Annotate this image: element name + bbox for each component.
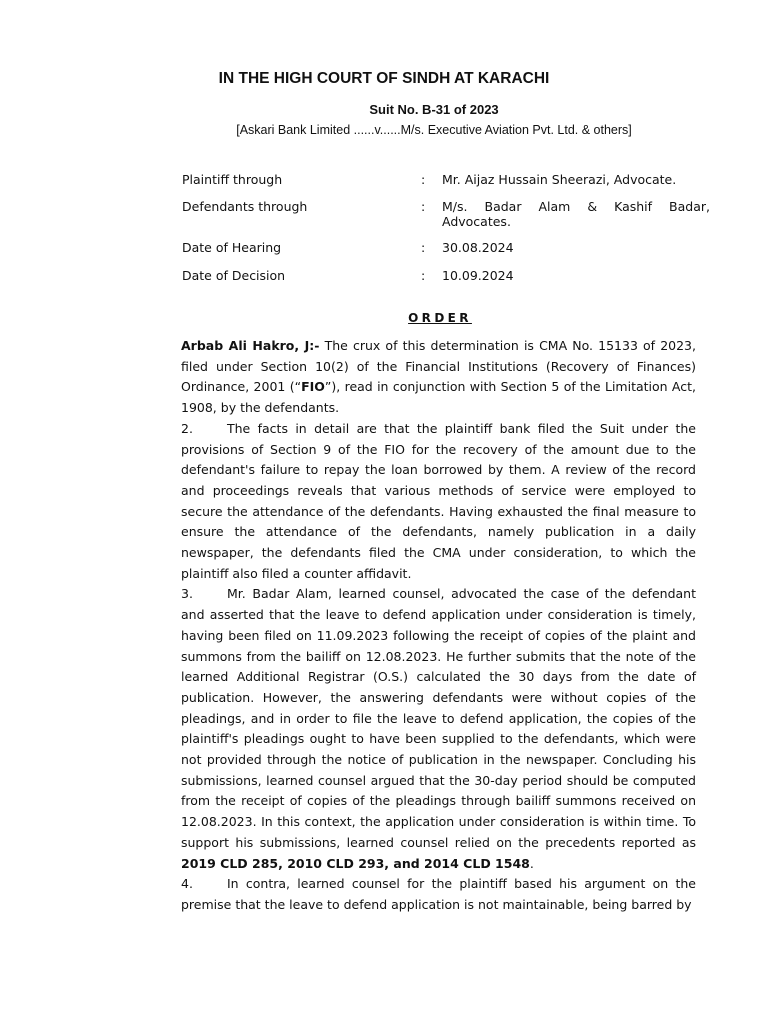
paragraph-text: ”), read in conjunction with Section 5 of the Limitation Act, 1908, by the defendants. <box>181 379 696 416</box>
info-colon: : <box>421 240 426 255</box>
defined-term: FIO <box>301 379 325 395</box>
order-heading: ORDER <box>408 311 472 325</box>
info-colon: : <box>421 172 426 187</box>
paragraph-number: 3. <box>181 586 193 602</box>
judge-name: Arbab Ali Hakro, J:- <box>181 338 320 353</box>
info-value-line: Advocates. <box>442 214 511 229</box>
paragraph-text: The crux of this determination is CMA No. 15133 of 2023, filed under Section 10(2) of the Financial Institutions (Recovery of Finances) Ordinance, 2001 (“ <box>181 338 696 395</box>
info-value-line: M/s. Badar Alam & Kashif Badar, <box>442 199 710 214</box>
paragraph-number: 4. <box>181 876 193 892</box>
parties-line: [Askari Bank Limited ......v......M/s. Executive Aviation Pvt. Ltd. & others] <box>236 123 632 137</box>
paragraph-3 <box>181 584 696 874</box>
order-body <box>181 336 696 916</box>
info-value: 10.09.2024 <box>442 268 514 283</box>
suit-number: Suit No. B-31 of 2023 <box>369 102 499 117</box>
court-title: IN THE HIGH COURT OF SINDH AT KARACHI <box>218 70 550 87</box>
paragraph-4 <box>181 874 696 915</box>
info-label: Defendants through <box>182 199 308 214</box>
case-citations: 2019 CLD 285, 2010 CLD 293, and 2014 CLD 1548 <box>181 855 530 871</box>
info-colon: : <box>421 268 426 283</box>
info-value: Mr. Aijaz Hussain Sheerazi, Advocate. <box>442 172 677 187</box>
paragraph-text: . <box>529 855 534 871</box>
paragraph-text: Mr. Badar Alam, learned counsel, advocated the case of the defendant and asserted that the leave to defend application under consideration is timely, having been filed on 11.09.2023 following the receipt of copies of the plaint and summons from the bailiff on 12.08.2023. He further submits that the note of the learned Additional Registrar (O.S.) calculated the 30 days from the date of publication. However, the answering defendants were without copies of the pleadings, and in order to file the leave to defend application, the copies of the plaintiff's pleadings ought to have been supplied to the defendants, which were not provided through the notice of publication in the newspaper. Concluding his submissions, learned counsel argued that the 30-day period should be computed from the receipt of copies of the pleadings through bailiff summons received on 12.08.2023. In this context, the application under consideration is within time. To support his submissions, learned counsel relied on the precedents reported as <box>181 586 696 850</box>
info-colon: : <box>421 199 426 214</box>
paragraph-2 <box>181 419 696 585</box>
paragraph-number: 2. <box>181 420 193 436</box>
paragraph-1 <box>181 336 696 419</box>
paragraph-text: The facts in detail are that the plaintiff bank filed the Suit under the provisions of Section 9 of the FIO for the recovery of the amount due to the defendant's failure to repay the loan borrowed by them. A review of the record and proceedings reveals that various methods of service were employed to secure the attendance of the defendants. Having exhausted the final measure to ensure the attendance of the defendants, namely publication in a daily newspaper, the defendants filed the CMA under consideration, to which the plaintiff also filed a counter affidavit. <box>181 420 696 581</box>
info-value: 30.08.2024 <box>442 240 514 255</box>
info-value <box>442 199 710 229</box>
info-label: Plaintiff through <box>182 172 283 187</box>
paragraph-text: In contra, learned counsel for the plaintiff based his argument on the premise that the leave to defend application is not maintainable, being barred by <box>181 876 696 912</box>
info-label: Date of Decision <box>182 268 286 283</box>
info-label: Date of Hearing <box>182 240 282 255</box>
